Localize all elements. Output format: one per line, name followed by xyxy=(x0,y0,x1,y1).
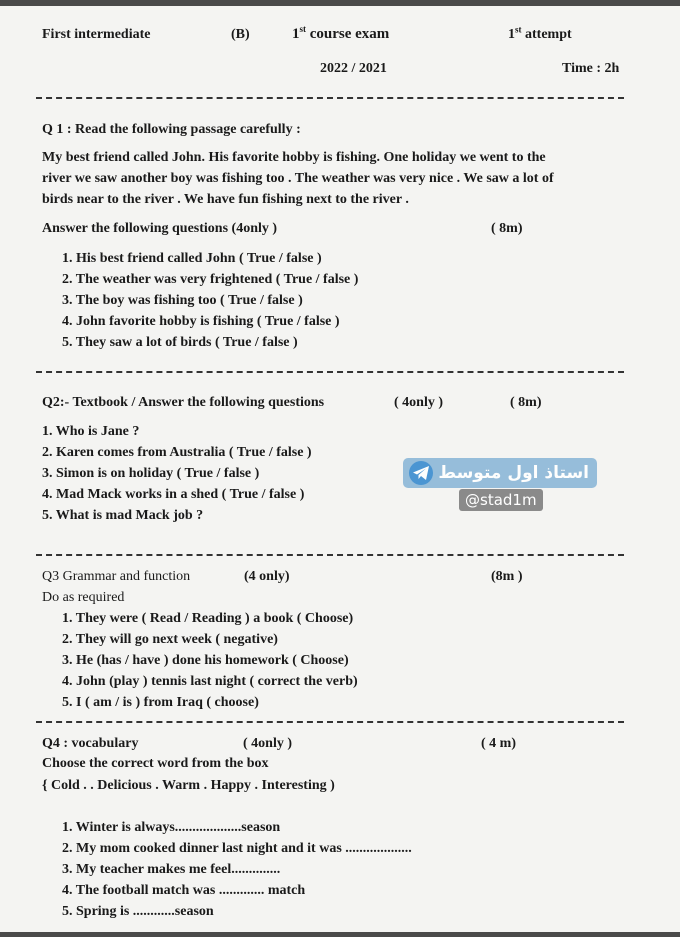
time-label: Time : 2h xyxy=(562,61,620,76)
q2-only: ( 4only ) xyxy=(394,395,443,410)
exam-title: 1st course exam xyxy=(292,24,390,42)
q4-item: 5. Spring is ............season xyxy=(62,904,214,919)
watermark xyxy=(403,458,597,514)
q1-item: 5. They saw a lot of birds ( True / false ) xyxy=(62,335,298,350)
q4-instruction: Choose the correct word from the box xyxy=(42,756,269,771)
q1-item: 4. John favorite hobby is fishing ( True / false ) xyxy=(62,314,340,329)
q3-title: Q3 Grammar and function xyxy=(42,569,191,584)
q2-item: 4. Mad Mack works in a shed ( True / false ) xyxy=(42,487,305,502)
q3-only: (4 only) xyxy=(244,569,290,584)
q1-passage-line: birds near to the river . We have fun fishing next to the river . xyxy=(42,192,409,207)
q4-title: Q4 : vocabulary xyxy=(42,736,139,751)
separator xyxy=(36,97,624,99)
q3-item: 3. He (has / have ) done his homework ( Choose) xyxy=(62,653,349,668)
q2-item: 3. Simon is on holiday ( True / false ) xyxy=(42,466,260,481)
watermark-handle: @stad1m xyxy=(459,489,543,511)
separator xyxy=(36,371,624,373)
q1-item: 2. The weather was very frightened ( True / false ) xyxy=(62,272,359,287)
q3-item: 5. I ( am / is ) from Iraq ( choose) xyxy=(62,695,259,710)
attempt-label: 1st attempt xyxy=(508,24,572,42)
telegram-icon xyxy=(409,461,433,485)
q2-title: Q2:- Textbook / Answer the following questions xyxy=(42,395,325,410)
q4-item: 2. My mom cooked dinner last night and it was ................... xyxy=(62,841,412,856)
q1-item: 3. The boy was fishing too ( True / false ) xyxy=(62,293,303,308)
academic-year: 2022 / 2021 xyxy=(320,61,387,76)
q1-item: 1. His best friend called John ( True / false ) xyxy=(62,251,322,266)
q4-item: 3. My teacher makes me feel.............. xyxy=(62,862,281,877)
q2-item: 2. Karen comes from Australia ( True / false ) xyxy=(42,445,312,460)
q4-word-box: { Cold . . Delicious . Warm . Happy . Interesting ) xyxy=(42,778,335,793)
watermark-arabic-text: استاذ اول متوسط xyxy=(438,463,589,483)
exam-page xyxy=(0,6,680,932)
q3-item: 4. John (play ) tennis last night ( correct the verb) xyxy=(62,674,358,689)
q2-item: 1. Who is Jane ? xyxy=(42,424,140,439)
separator xyxy=(36,554,624,556)
separator xyxy=(36,721,624,723)
q2-marks: ( 8m) xyxy=(510,395,542,410)
q2-item: 5. What is mad Mack job ? xyxy=(42,508,204,523)
q4-item: 4. The football match was ............. match xyxy=(62,883,306,898)
q1-marks: ( 8m) xyxy=(491,221,523,236)
q4-item: 1. Winter is always...................season xyxy=(62,820,281,835)
q1-passage-line: river we saw another boy was fishing too . The weather was very nice . We saw a lot of xyxy=(42,171,554,186)
q3-marks: (8m ) xyxy=(491,569,523,584)
form-label: (B) xyxy=(231,27,250,42)
q3-item: 2. They will go next week ( negative) xyxy=(62,632,278,647)
q1-passage-line: My best friend called John. His favorite hobby is fishing. One holiday we went to the xyxy=(42,150,546,165)
q1-instruction: Answer the following questions (4only ) xyxy=(42,221,278,236)
q1-title: Q 1 : Read the following passage carefully : xyxy=(42,122,301,137)
q3-item: 1. They were ( Read / Reading ) a book ( Choose) xyxy=(62,611,354,626)
watermark-banner xyxy=(403,458,597,488)
q3-instruction: Do as required xyxy=(42,590,125,605)
level-label: First intermediate xyxy=(42,27,151,42)
q4-marks: ( 4 m) xyxy=(481,736,516,751)
q4-only: ( 4only ) xyxy=(243,736,292,751)
